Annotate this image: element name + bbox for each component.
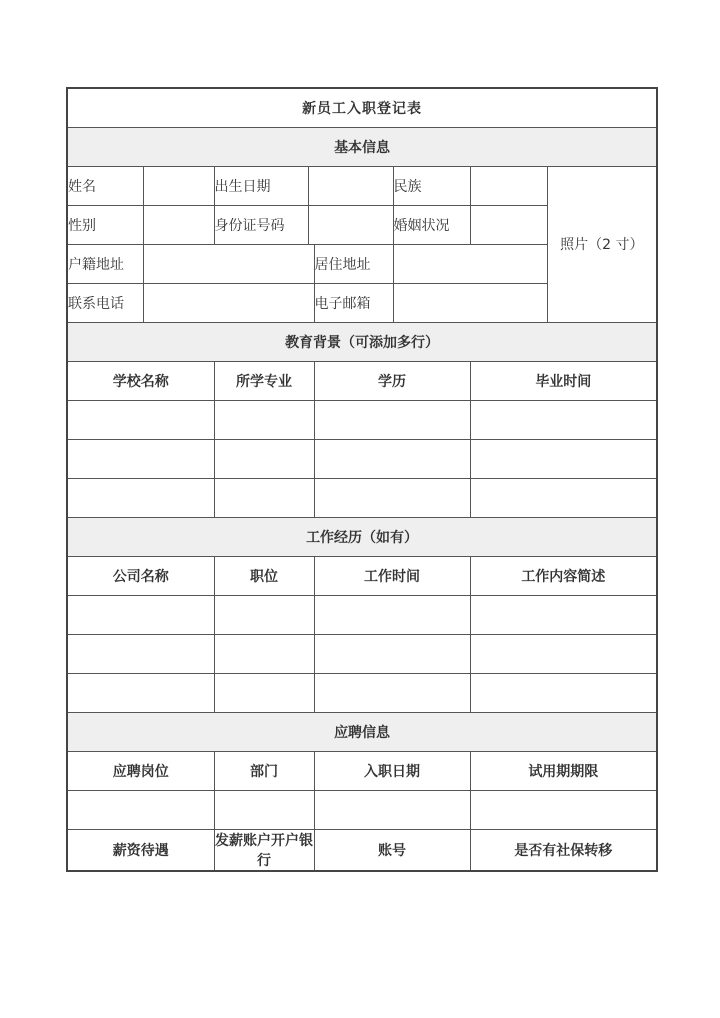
- col-payroll-bank: 发薪账户开户银行: [214, 829, 314, 871]
- label-name: 姓名: [67, 166, 143, 205]
- label-birth-date: 出生日期: [214, 166, 308, 205]
- cell-input[interactable]: [470, 634, 657, 673]
- work-row: [67, 595, 657, 634]
- col-company-name: 公司名称: [67, 556, 214, 595]
- education-row: [67, 478, 657, 517]
- col-graduation-date: 毕业时间: [470, 361, 657, 400]
- col-salary: 薪资待遇: [67, 829, 214, 871]
- field-email[interactable]: [393, 283, 547, 322]
- cell-input[interactable]: [67, 439, 214, 478]
- field-gender[interactable]: [143, 205, 214, 244]
- section-application: 应聘信息: [67, 712, 657, 751]
- label-email: 电子邮箱: [314, 283, 393, 322]
- label-ethnicity: 民族: [393, 166, 470, 205]
- label-phone: 联系电话: [67, 283, 143, 322]
- field-name[interactable]: [143, 166, 214, 205]
- field-phone[interactable]: [143, 283, 314, 322]
- cell-input[interactable]: [67, 634, 214, 673]
- col-school-name: 学校名称: [67, 361, 214, 400]
- cell-input[interactable]: [214, 478, 314, 517]
- label-marital-status: 婚姻状况: [393, 205, 470, 244]
- col-degree: 学历: [314, 361, 470, 400]
- col-probation-period: 试用期期限: [470, 751, 657, 790]
- field-id-number[interactable]: [308, 205, 393, 244]
- section-work-experience: 工作经历（如有）: [67, 517, 657, 556]
- registration-form: [66, 87, 658, 872]
- cell-input[interactable]: [470, 439, 657, 478]
- label-household-address: 户籍地址: [67, 244, 143, 283]
- cell-input[interactable]: [314, 634, 470, 673]
- col-work-description: 工作内容简述: [470, 556, 657, 595]
- field-ethnicity[interactable]: [470, 166, 547, 205]
- section-education: 教育背景（可添加多行）: [67, 322, 657, 361]
- cell-input[interactable]: [314, 595, 470, 634]
- cell-input[interactable]: [67, 790, 214, 829]
- education-row: [67, 439, 657, 478]
- label-id-number: 身份证号码: [214, 205, 308, 244]
- cell-input[interactable]: [470, 790, 657, 829]
- cell-input[interactable]: [214, 673, 314, 712]
- cell-input[interactable]: [470, 595, 657, 634]
- education-row: [67, 400, 657, 439]
- cell-input[interactable]: [470, 478, 657, 517]
- col-position: 职位: [214, 556, 314, 595]
- work-row: [67, 634, 657, 673]
- cell-input[interactable]: [314, 400, 470, 439]
- cell-input[interactable]: [470, 673, 657, 712]
- col-work-period: 工作时间: [314, 556, 470, 595]
- field-birth-date[interactable]: [308, 166, 393, 205]
- col-applied-position: 应聘岗位: [67, 751, 214, 790]
- application-row: [67, 790, 657, 829]
- field-household-address[interactable]: [143, 244, 314, 283]
- col-social-security-transfer: 是否有社保转移: [470, 829, 657, 871]
- col-major: 所学专业: [214, 361, 314, 400]
- cell-input[interactable]: [314, 673, 470, 712]
- cell-input[interactable]: [67, 673, 214, 712]
- cell-input[interactable]: [67, 400, 214, 439]
- col-department: 部门: [214, 751, 314, 790]
- cell-input[interactable]: [470, 400, 657, 439]
- field-marital-status[interactable]: [470, 205, 547, 244]
- col-account-number: 账号: [314, 829, 470, 871]
- field-residential-address[interactable]: [393, 244, 547, 283]
- label-gender: 性别: [67, 205, 143, 244]
- cell-input[interactable]: [314, 790, 470, 829]
- cell-input[interactable]: [214, 400, 314, 439]
- cell-input[interactable]: [214, 439, 314, 478]
- work-row: [67, 673, 657, 712]
- cell-input[interactable]: [314, 439, 470, 478]
- cell-input[interactable]: [214, 634, 314, 673]
- form-title: 新员工入职登记表: [67, 88, 657, 127]
- cell-input[interactable]: [214, 595, 314, 634]
- section-basic-info: 基本信息: [67, 127, 657, 166]
- cell-input[interactable]: [67, 478, 214, 517]
- label-residential-address: 居住地址: [314, 244, 393, 283]
- col-start-date: 入职日期: [314, 751, 470, 790]
- cell-input[interactable]: [67, 595, 214, 634]
- cell-input[interactable]: [314, 478, 470, 517]
- photo-area[interactable]: 照片（2 寸）: [547, 166, 657, 322]
- cell-input[interactable]: [214, 790, 314, 829]
